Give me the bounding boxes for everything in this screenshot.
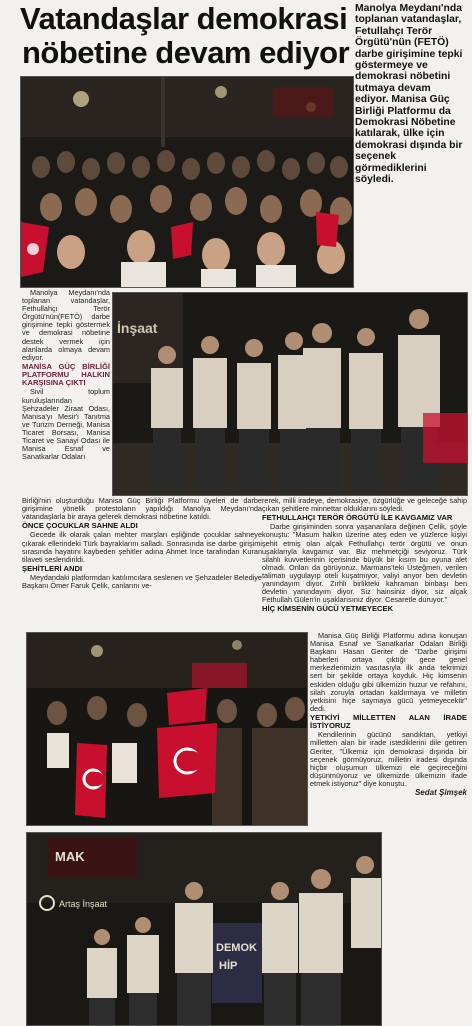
headline: [20, 2, 352, 70]
left-para-2: Sivil toplum kuruluşlarından Şehzadeler Ziraat Odası, Manisa'yı Mesir'i Tanıtma ve Turizm Derneği, Manisa Ticaret Borsası, Manisa Ticaret ve Sanayi Odası ile Manisa Esnaf ve Sanatkarlar Odaları: [22, 387, 110, 462]
children-flags-photo: [26, 632, 308, 826]
bottom-right-text-2: Kendilerinin gücünü sandıktan, yetkiyi milletten alan bir irade istediklerini dile getiren Geriter, "Ülkemiz için demokrasi dışında bir seçenek görmüyoruz, milletin iradesi dışında hiçbir oluşumun ülkemizi ele geçireceğini düşünmüyoruz ve ülkemizde ülkemizin ifade etmek istiyoruz" diye konuştu.: [310, 730, 467, 788]
wide-text-1: Birliği'nin oluşturduğu Manisa Güç Birliği Platformu üyeleri de darbe girişimine yönelik protestoların yapıldığı Manolya Meydanı'nda vatandaşlarla bir araya gelerek demokrasi nöbetine katıldı.: [22, 497, 262, 522]
left-intro: Manolya Meydanı'nda toplanan vatandaşlar, Fethullahçı Terör Örgütü'nün(FETÖ) darbe girişimine tepki göstermek ve demokrasi nöbetine destek vermek için alanlarda olmaya devam ediyor.: [22, 289, 110, 362]
right-subhead-1: FETHULLAHÇI TERÖR ÖRGÜTÜ İLE KAVGAMIZ VAR: [262, 513, 453, 523]
photo-banner-demok: DEMOK: [216, 942, 257, 954]
right-text-2: Darbe girişiminden sonra yaşananlara değinen Çelik, şöyle konuştu: "Masum halkın üzerine ateş eden ve yüzlerce kişiyi şehit etmiş olan alçak Fethullahçı terör örgütü ve onun uşaklarıyla kavgamız var. Biz mehmetçiği seviyoruz. Türk silahlı kuvvetlerinin içerisinde büyük bir kısım bu oyuna alet olmadı. Onları da görüyoruz. Marmaris'teki Üsteğmen, verilen talimatı uygulayıp oteli kuşatmıyor, valiyi arıyor ben devletin yanındayım diyor. Zırhlı birlikteki kahraman binbaşı ben devletin yanındayım diyor. Siz hainsiniz diyor, siz alçak Fethullah Gülen'in uşaklarısınız diyor. Cesaretle duruyor.": [262, 522, 467, 605]
photo-sign-mak: MAK: [55, 849, 85, 864]
left-subhead: MANİSA GÜÇ BİRLİĞİ PLATFORMU HALKIN KARŞISINA ÇIKTI: [22, 361, 110, 388]
bottom-right-column: [310, 632, 467, 828]
bottom-right-subhead: YETKİYİ MİLLETTEN ALAN İRADE İSTİYORUZ: [310, 712, 467, 731]
bottom-right-text-1: Manisa Güç Birliği Platformu adına konuşan Manisa Esnaf ve Sanatkarlar Odaları Birliği Başkanı Hasan Geriter de "Darbe girişimi haberleri ortaya çıktığı gece genel merkezlerimizin vasıtasıyla ilk anda tekrimizi sert bir şekilde ortaya koyduk. Hiç kimsenin eskiden olduğu gibi ülkemizin huzur ve refahını, silah zoruyla ortadan kaldırmaya ve milletin yetkisini hiçe saymaya gücü yetmeyecektir" dedi.: [310, 632, 467, 713]
byline: Sedat Şimşek: [414, 788, 467, 797]
wide-text-2: Gecede ilk olarak çalan mehter marşları eşliğinde çocuklar sahneye çıkarak ellerindeki Türk bayraklarını salladı. Sonrasında ise darbe girişimi sırasında hayatını kaybeden şehitler adına Ahmet İnce tarafından Kuran tilaveti seslendirildi.: [22, 530, 262, 564]
right-subhead-2: HİÇ KİMSENİN GÜCÜ YETMEYECEK: [262, 604, 394, 614]
deck-text: Manolya Meydanı'nda toplanan vatandaşlar, Fetullahçı Terör Örgütü'nün (FETÖ) darbe girişimine tepki göstermeye ve demokrasi nöbetini tutmaya devam ediyor. Manisa Güç Birliği Platformu da Demokrasi Nöbetine katılarak, ülke için demokrasi dışında bir seçenek görmediklerini söyledi.: [355, 3, 463, 186]
wide-block-left: [22, 497, 262, 625]
photo-banner-hip: HİP: [219, 960, 238, 972]
crowd-photo: [20, 76, 354, 288]
right-text-1: rerek, milli iradeye, demokrasiye, özgürlüğe ve geleceğe sahip çıkan şehitlere minnettar olduklarını söyledi.: [262, 497, 467, 514]
stage-speakers-photo: [26, 832, 382, 1026]
wide-subhead-2: ŞEHİTLERİ ANDI: [22, 563, 83, 573]
wide-block-right: [262, 497, 467, 625]
platform-members-photo: [112, 292, 468, 496]
photo-sign-artas: Artaş İnşaat: [59, 899, 108, 909]
left-column: [22, 289, 110, 496]
photo-sign-insaat: İnşaat: [117, 320, 158, 336]
wide-subhead-1: ÖNCE ÇOCUKLAR SAHNE ALDI: [22, 521, 138, 531]
headline-line-2: nöbetine devam ediyor: [22, 35, 350, 70]
headline-line-1: Vatandaşlar demokrasi: [20, 1, 348, 36]
wide-text-3: Meydandaki platformdan katılımcılara seslenen ve Şehzadeler Belediye Başkanı Ömer Faruk Çelik, canlarını ve-: [22, 573, 262, 591]
